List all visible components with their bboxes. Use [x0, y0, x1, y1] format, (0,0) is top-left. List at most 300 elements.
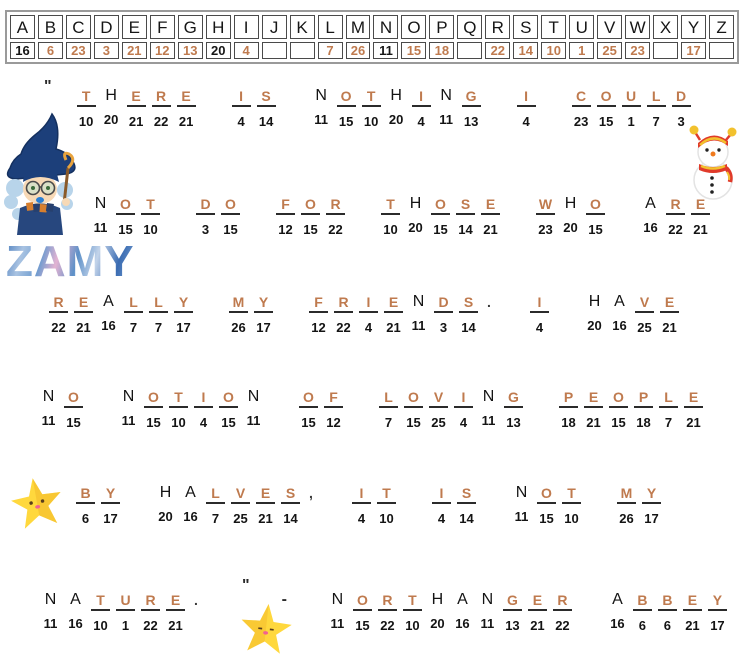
cipher-letter: T	[562, 485, 581, 504]
solved-letter-cell	[527, 294, 552, 335]
cipher-number: 16	[455, 616, 470, 631]
cipher-letter: E	[481, 196, 500, 215]
solved-letter-cell	[533, 196, 558, 237]
key-number-cell: 25	[597, 42, 622, 59]
solved-letter-cell	[374, 485, 399, 526]
cipher-letter: N	[94, 195, 107, 212]
cipher-letter: L	[149, 294, 168, 313]
cipher-letter: R	[152, 88, 171, 107]
cipher-letter: E	[584, 389, 603, 408]
key-letter-cell: F	[150, 15, 175, 39]
cipher-number: 21	[530, 618, 545, 633]
cipher-letter: A	[614, 293, 625, 310]
cipher-letter: N	[515, 484, 528, 501]
cipher-letter: Y	[708, 592, 727, 611]
cipher-letter: R	[49, 294, 68, 313]
key-letter-cell: I	[234, 15, 259, 39]
solved-letter-cell	[334, 88, 359, 129]
cipher-number: 15	[221, 415, 236, 430]
solved-letter-cell	[228, 485, 253, 526]
word-is	[229, 88, 279, 129]
word-halves	[153, 485, 319, 526]
quote-line-5	[73, 485, 664, 526]
cipher-number: 16	[68, 616, 83, 631]
word-no	[36, 389, 86, 430]
solved-letter-cell	[569, 88, 594, 129]
word-those	[378, 196, 503, 237]
solved-letter-cell	[459, 88, 484, 129]
word-are	[638, 196, 713, 237]
cipher-number: 14	[458, 222, 473, 237]
cipher-number: 14	[283, 511, 298, 526]
key-letter-cell: C	[66, 15, 91, 39]
cipher-number: 16	[612, 318, 627, 333]
given-letter-cell	[406, 294, 431, 335]
key-letter-cell: H	[206, 15, 231, 39]
solved-letter-cell	[376, 389, 401, 430]
solved-letter-cell	[594, 88, 619, 129]
cipher-number: 17	[176, 320, 191, 335]
key-number-cell	[653, 42, 678, 59]
cipher-number: 17	[644, 511, 659, 526]
word-not	[509, 485, 584, 526]
key-number-cell: 23	[625, 42, 650, 59]
cipher-letter: L	[124, 294, 143, 313]
cipher-letter: O	[64, 389, 83, 408]
cipher-letter: E	[127, 88, 146, 107]
solved-letter-cell	[113, 592, 138, 633]
cipher-number: 15	[588, 222, 603, 237]
cipher-letter: T	[381, 196, 400, 215]
solved-letter-cell	[663, 196, 688, 237]
cipher-letter: L	[206, 485, 225, 504]
cipher-number: 15	[301, 415, 316, 430]
solved-letter-cell	[359, 88, 384, 129]
cipher-number: 21	[662, 320, 677, 335]
solved-letter-cell	[113, 196, 138, 237]
given-letter-cell	[607, 294, 632, 335]
solved-letter-cell	[631, 389, 656, 430]
cipher-number: 11	[93, 220, 108, 235]
cipher-number: 11	[43, 616, 58, 631]
cipher-letter: Y	[101, 485, 120, 504]
cipher-number: 15	[433, 222, 448, 237]
quote-line-2	[88, 196, 713, 237]
word-have	[582, 294, 682, 335]
solved-letter-cell	[556, 389, 581, 430]
cipher-number: 26	[619, 511, 634, 526]
cipher-letter: I	[352, 485, 371, 504]
cipher-number: 10	[363, 114, 379, 129]
cipher-number: 13	[463, 114, 479, 129]
cipher-number: 14	[258, 114, 274, 129]
cipher-number: 7	[129, 320, 138, 335]
cipher-number: 20	[587, 318, 602, 333]
quote-line-6	[38, 577, 730, 633]
cipher-letter: B	[633, 592, 652, 611]
cipher-number: 21	[586, 415, 601, 430]
cipher-letter: H	[105, 87, 117, 104]
cipher-number: 16	[643, 220, 658, 235]
key-letter-cell: N	[373, 15, 398, 39]
key-letter-cell: A	[10, 15, 35, 39]
solved-letter-cell	[331, 294, 356, 335]
solved-letter-cell	[166, 389, 191, 430]
solved-letter-cell	[229, 88, 254, 129]
cipher-number: 15	[223, 222, 238, 237]
punctuation-cell	[188, 592, 204, 633]
cipher-number: 6	[81, 511, 90, 526]
cipher-letter: O	[609, 389, 628, 408]
key-letter-cell: X	[653, 15, 678, 39]
cipher-letter: H	[588, 293, 601, 310]
given-letter-cell	[96, 294, 121, 335]
cipher-number	[188, 616, 204, 631]
cipher-letter: R	[334, 294, 353, 313]
solved-letter-cell	[681, 389, 706, 430]
key-number-cell: 20	[206, 42, 231, 59]
key-letter-cell: Y	[681, 15, 706, 39]
key-number-cell: 22	[485, 42, 510, 59]
key-letter-cell: R	[485, 15, 510, 39]
word-my	[614, 485, 664, 526]
cipher-letter: L	[379, 389, 398, 408]
cipher-letter: A	[103, 293, 114, 310]
key-letter-cell: Q	[457, 15, 482, 39]
key-number-cell	[709, 42, 734, 59]
key-letter-cell: G	[178, 15, 203, 39]
key-number-cell	[262, 42, 287, 59]
solved-letter-cell	[61, 389, 86, 430]
cipher-letter: G	[504, 389, 523, 408]
solved-letter-cell	[429, 485, 454, 526]
cipher-number: 15	[303, 222, 318, 237]
cipher-number: 4	[357, 511, 366, 526]
key-number-cell: 21	[122, 42, 147, 59]
cipher-letter: O	[219, 389, 238, 408]
cipher-letter: M	[617, 485, 636, 504]
solved-letter-cell	[680, 592, 705, 633]
word-loving	[376, 389, 526, 430]
solved-letter-cell	[349, 485, 374, 526]
word-nothing	[309, 88, 484, 129]
word-by	[73, 485, 123, 526]
cipher-letter: R	[378, 592, 397, 611]
cipher-number: 4	[417, 114, 425, 129]
cipher-number: 15	[118, 222, 133, 237]
cipher-letter: U	[116, 592, 135, 611]
cipher-number: 20	[388, 112, 404, 127]
given-letter-cell	[88, 196, 113, 237]
cipher-letter: R	[553, 592, 572, 611]
punctuation-cell	[303, 485, 319, 526]
cipher-number: 12	[278, 222, 293, 237]
cipher-key-table	[5, 10, 739, 64]
word-not	[88, 196, 163, 237]
cipher-number: 16	[183, 509, 198, 524]
cipher-letter: G	[462, 88, 481, 107]
cipher-number: 11	[41, 413, 56, 428]
key-number-cell	[290, 42, 315, 59]
solved-letter-cell	[253, 485, 278, 526]
cipher-number: 3	[201, 222, 210, 237]
cipher-letter: N	[481, 591, 494, 608]
cipher-letter: O	[431, 196, 450, 215]
cipher-number: 21	[178, 114, 194, 129]
cipher-letter: O	[221, 196, 240, 215]
cipher-letter: V	[231, 485, 250, 504]
cipher-letter: O	[404, 389, 423, 408]
given-letter-cell	[434, 88, 459, 129]
cipher-number: 11	[246, 413, 261, 428]
key-letter-cell: J	[262, 15, 287, 39]
cipher-number: 10	[143, 222, 158, 237]
given-letter-cell	[476, 389, 501, 430]
cipher-number	[303, 509, 319, 524]
given-letter-cell	[450, 592, 475, 633]
cipher-letter: N	[42, 388, 55, 405]
key-letter-cell: K	[290, 15, 315, 39]
cipher-number: 26	[231, 320, 246, 335]
cipher-letter: T	[77, 88, 96, 107]
cipher-letter: A	[612, 591, 623, 608]
solved-letter-cell	[321, 389, 346, 430]
solved-letter-cell	[655, 592, 680, 633]
solved-letter-cell	[454, 485, 479, 526]
cipher-number: 17	[710, 618, 725, 633]
solved-letter-cell	[456, 294, 481, 335]
cipher-letter: O	[299, 389, 318, 408]
cipher-letter: A	[70, 591, 81, 608]
key-letter-cell: O	[401, 15, 426, 39]
solved-letter-cell	[73, 485, 98, 526]
given-letter-cell	[116, 389, 141, 430]
solved-letter-cell	[273, 196, 298, 237]
given-letter-cell	[558, 196, 583, 237]
cipher-number: 6	[663, 618, 672, 633]
cipher-number: 20	[158, 509, 173, 524]
cipher-number: 21	[685, 618, 700, 633]
key-number-cell: 10	[541, 42, 566, 59]
key-number-cell: 18	[429, 42, 454, 59]
key-letter-cell: W	[625, 15, 650, 39]
cipher-letter: E	[256, 485, 275, 504]
cipher-letter: I	[432, 485, 451, 504]
given-letter-cell	[475, 592, 500, 633]
solved-letter-cell	[614, 485, 639, 526]
cipher-letter: I	[232, 88, 251, 107]
cipher-number: 3	[677, 114, 685, 129]
cipher-number: 15	[539, 511, 554, 526]
cipher-number: 22	[336, 320, 351, 335]
given-letter-cell	[425, 592, 450, 633]
cipher-letter: E	[684, 389, 703, 408]
solved-letter-cell	[453, 196, 478, 237]
cipher-number: 21	[693, 222, 708, 237]
solved-letter-cell	[124, 88, 149, 129]
key-letter-cell: U	[569, 15, 594, 39]
cipher-letter: I	[359, 294, 378, 313]
solved-letter-cell	[378, 196, 403, 237]
solved-letter-cell	[375, 592, 400, 633]
cipher-letter: B	[76, 485, 95, 504]
solved-letter-cell	[174, 88, 199, 129]
word-for	[273, 196, 348, 237]
cipher-number: 18	[561, 415, 576, 430]
cipher-letter: .	[194, 592, 198, 608]
solved-letter-cell	[251, 294, 276, 335]
cipher-number: 11	[330, 616, 345, 631]
cipher-letter: O	[586, 196, 605, 215]
cipher-letter: T	[362, 88, 381, 107]
solved-letter-cell	[409, 88, 434, 129]
cipher-number: 15	[598, 114, 614, 129]
solved-letter-cell	[431, 294, 456, 335]
cipher-letter: E	[177, 88, 196, 107]
cipher-letter: A	[457, 591, 468, 608]
solved-letter-cell	[141, 389, 166, 430]
cipher-number: 4	[459, 415, 468, 430]
solved-letter-cell	[688, 196, 713, 237]
cipher-letter: ,	[309, 485, 313, 501]
cipher-letter: L	[659, 389, 678, 408]
cipher-letter: V	[635, 294, 654, 313]
word-could	[569, 88, 694, 129]
cipher-letter: P	[559, 389, 578, 408]
solved-letter-cell	[146, 294, 171, 335]
cipher-letter: N	[482, 388, 495, 405]
cipher-number: 23	[538, 222, 553, 237]
cipher-letter: Y	[254, 294, 273, 313]
solved-letter-cell	[583, 196, 608, 237]
cipher-number: 4	[535, 320, 544, 335]
cipher-letter: F	[309, 294, 328, 313]
cipher-number: 7	[154, 320, 163, 335]
solved-letter-cell	[550, 592, 575, 633]
cipher-letter: O	[116, 196, 135, 215]
cipher-letter: L	[647, 88, 666, 107]
cipher-letter: D	[196, 196, 215, 215]
word-who	[533, 196, 608, 237]
solved-letter-cell	[226, 294, 251, 335]
key-letter-cell: M	[346, 15, 371, 39]
cipher-letter: E	[166, 592, 185, 611]
solved-letter-cell	[163, 592, 188, 633]
solved-letter-cell	[121, 294, 146, 335]
quote-line-4	[36, 389, 706, 430]
cipher-number: 21	[386, 320, 401, 335]
solved-letter-cell	[501, 389, 526, 430]
solved-letter-cell	[514, 88, 539, 129]
cipher-number: 14	[459, 511, 474, 526]
solved-letter-cell	[193, 196, 218, 237]
key-letter-cell: S	[513, 15, 538, 39]
cipher-letter: S	[456, 196, 475, 215]
solved-letter-cell	[619, 88, 644, 129]
cipher-letter: U	[622, 88, 641, 107]
cipher-letter: I	[194, 389, 213, 408]
opening-quote-mark: "	[44, 78, 52, 95]
key-letter-cell: L	[318, 15, 343, 39]
cipher-number: 11	[480, 616, 495, 631]
key-letter-cell: V	[597, 15, 622, 39]
cipher-number: 22	[153, 114, 169, 129]
cipher-letter: H	[409, 195, 422, 212]
cipher-number: 15	[611, 415, 626, 430]
word-northanger	[325, 592, 575, 633]
solved-letter-cell	[138, 196, 163, 237]
cipher-number: 22	[668, 222, 683, 237]
cipher-number: 10	[379, 511, 394, 526]
cipher-number: 10	[171, 415, 186, 430]
cipher-letter: N	[247, 388, 260, 405]
cipher-number: 13	[506, 415, 521, 430]
cipher-number: 21	[76, 320, 91, 335]
cipher-number: 15	[146, 415, 161, 430]
solved-letter-cell	[278, 485, 303, 526]
cipher-number: 16	[101, 318, 116, 333]
solved-letter-cell	[138, 592, 163, 633]
cipher-number: 21	[686, 415, 701, 430]
cipher-letter: E	[660, 294, 679, 313]
cipher-letter: C	[572, 88, 591, 107]
cipher-letter: I	[412, 88, 431, 107]
cipher-letter: O	[144, 389, 163, 408]
solved-letter-cell	[657, 294, 682, 335]
word-it	[349, 485, 399, 526]
cipher-number: 7	[652, 114, 660, 129]
cipher-letter: T	[141, 196, 160, 215]
solved-letter-cell	[639, 485, 664, 526]
solved-letter-cell	[71, 294, 96, 335]
cipher-number: 20	[563, 220, 578, 235]
solved-letter-cell	[296, 389, 321, 430]
word-is	[429, 485, 479, 526]
cipher-letter: S	[459, 294, 478, 313]
solved-letter-cell	[356, 294, 381, 335]
key-number-cell: 13	[178, 42, 203, 59]
key-letter-cell: P	[429, 15, 454, 39]
cipher-letter: E	[683, 592, 702, 611]
cipher-number: 11	[439, 112, 453, 127]
cipher-letter: O	[301, 196, 320, 215]
solved-letter-cell	[381, 294, 406, 335]
cipher-letter: A	[185, 484, 196, 501]
cipher-number: 20	[408, 220, 423, 235]
cipher-letter: O	[597, 88, 616, 107]
key-number-cell: 14	[513, 42, 538, 59]
cipher-letter: N	[122, 388, 135, 405]
cipher-letter: .	[487, 294, 491, 310]
cipher-letter: T	[169, 389, 188, 408]
given-letter-cell	[63, 592, 88, 633]
cipher-number: 10	[564, 511, 579, 526]
cipher-letter: T	[91, 592, 110, 611]
cipher-number: 21	[128, 114, 144, 129]
cipher-number: 22	[328, 222, 343, 237]
given-letter-cell	[241, 389, 266, 430]
solved-letter-cell	[46, 294, 71, 335]
given-letter-cell	[178, 485, 203, 526]
cipher-letter: O	[353, 592, 372, 611]
solved-letter-cell	[401, 389, 426, 430]
given-letter-cell	[36, 389, 61, 430]
word-nature	[38, 592, 204, 633]
cipher-number: 10	[78, 114, 94, 129]
key-number-cell	[457, 42, 482, 59]
attribution-dash: -	[281, 591, 287, 608]
word-people	[556, 389, 706, 430]
